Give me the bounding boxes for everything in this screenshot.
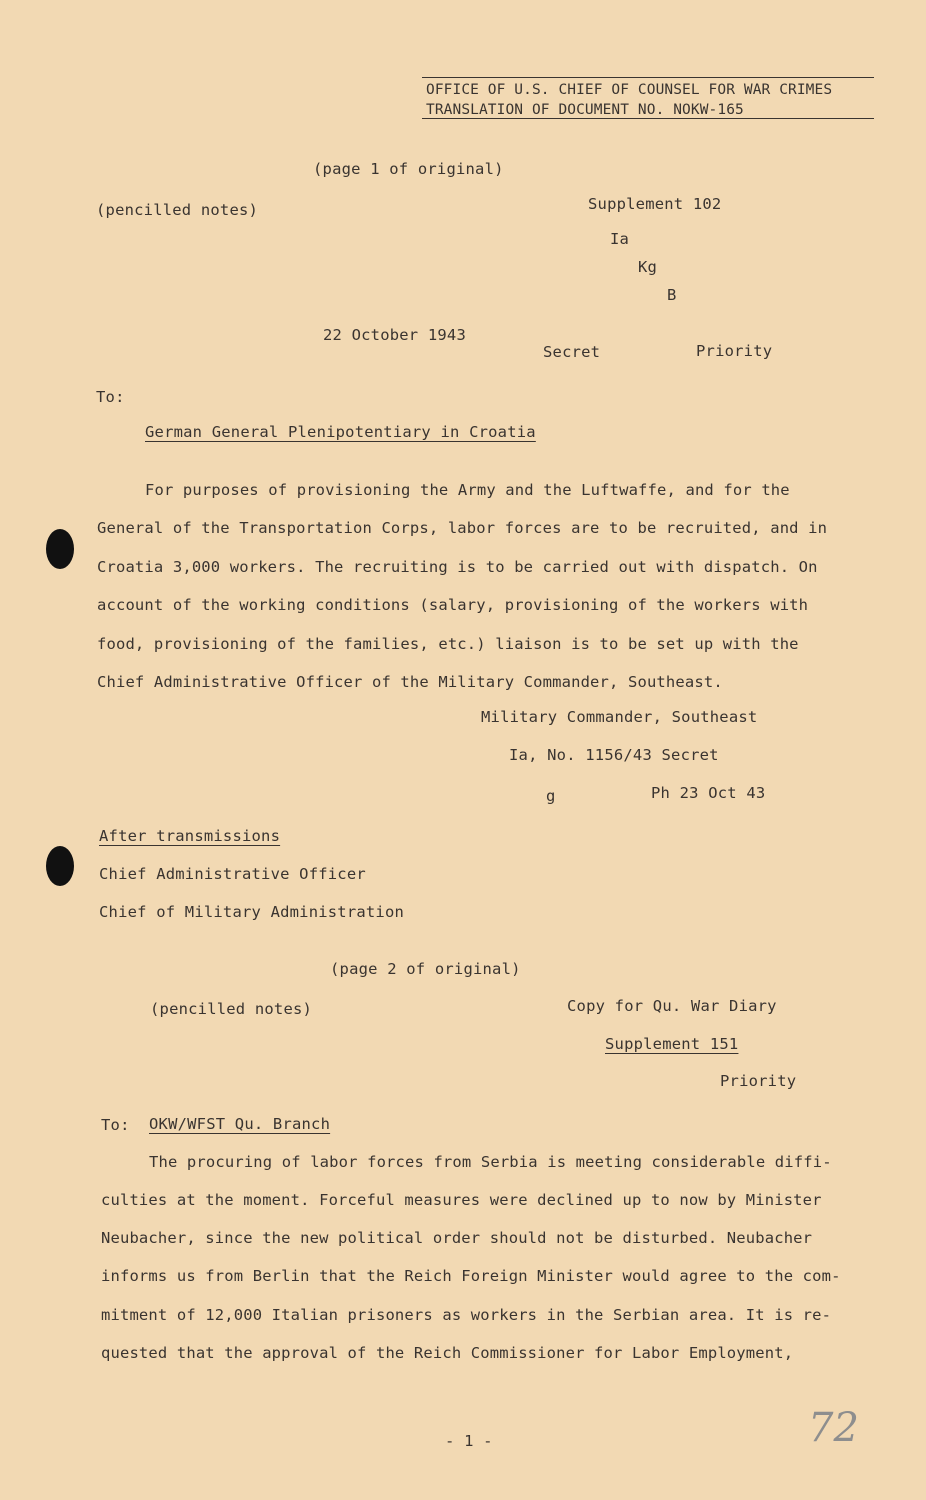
header-line-2: TRANSLATION OF DOCUMENT NO. NOKW-165 (426, 102, 744, 118)
page1-body-line: For purposes of provisioning the Army and the Luftwaffe, and for the (145, 481, 790, 499)
page1-note: (page 1 of original) (313, 160, 504, 178)
page1-cc-military-admin: Chief of Military Administration (99, 903, 405, 921)
page1-after-transmissions: After transmissions (99, 827, 281, 845)
page2-body-line: mitment of 12,000 Italian prisoners as workers in the Serbian area. It is re- (101, 1306, 832, 1324)
page1-kg: Kg (638, 258, 658, 276)
page2-supplement: Supplement 151 (605, 1035, 739, 1053)
page1-body-line: Croatia 3,000 workers. The recruiting is to be carried out with dispatch. On (97, 558, 818, 576)
page1-body-line: Chief Administrative Officer of the Military Commander, Southeast. (97, 673, 723, 691)
page2-to-label: To: (101, 1116, 130, 1134)
page1-reference: Ia, No. 1156/43 Secret (509, 746, 719, 764)
page2-priority: Priority (720, 1072, 797, 1090)
page2-body-line: quested that the approval of the Reich Commissioner for Labor Employment, (101, 1344, 794, 1362)
page1-priority: Priority (696, 342, 773, 360)
page1-ia: Ia (610, 230, 630, 248)
page2-body-line: culties at the moment. Forceful measures were declined up to now by Minister (101, 1191, 822, 1209)
page2-body-line: The procuring of labor forces from Serbia is meeting considerable diffi- (149, 1153, 832, 1171)
header-line-1: OFFICE OF U.S. CHIEF OF COUNSEL FOR WAR CRIMES (426, 82, 833, 98)
page2-addressee: OKW/WFST Qu. Branch (149, 1115, 331, 1133)
page1-supplement: Supplement 102 (588, 195, 722, 213)
page1-secret: Secret (543, 343, 601, 361)
page1-addressee: German General Plenipotentiary in Croatia (145, 423, 536, 441)
office-header (422, 77, 874, 119)
page1-body-line: General of the Transportation Corps, labor forces are to be recruited, and in (97, 519, 828, 537)
punch-hole (46, 846, 74, 886)
page1-cc-admin-officer: Chief Administrative Officer (99, 865, 366, 883)
page1-g-mark: g (546, 787, 556, 805)
page1-date: 22 October 1943 (323, 326, 466, 344)
page1-pencilled-notes: (pencilled notes) (96, 201, 259, 219)
page1-to-label: To: (96, 388, 125, 406)
page2-note: (page 2 of original) (330, 960, 521, 978)
page2-pencilled-notes: (pencilled notes) (150, 1000, 313, 1018)
page1-b: B (667, 286, 677, 304)
page1-ph-date: Ph 23 Oct 43 (651, 784, 766, 802)
page2-body-line: informs us from Berlin that the Reich Foreign Minister would agree to the com- (101, 1267, 841, 1285)
page2-copy-note: Copy for Qu. War Diary (567, 997, 777, 1015)
page2-body-line: Neubacher, since the new political order should not be disturbed. Neubacher (101, 1229, 813, 1247)
page-number: - 1 - (445, 1432, 493, 1450)
page1-signature: Military Commander, Southeast (481, 708, 758, 726)
page1-body-line: account of the working conditions (salary, provisioning of the workers with (97, 596, 809, 614)
page1-body-line: food, provisioning of the families, etc.) liaison is to be set up with the (97, 635, 799, 653)
punch-hole (46, 529, 74, 569)
handwritten-number: 72 (808, 1405, 859, 1451)
